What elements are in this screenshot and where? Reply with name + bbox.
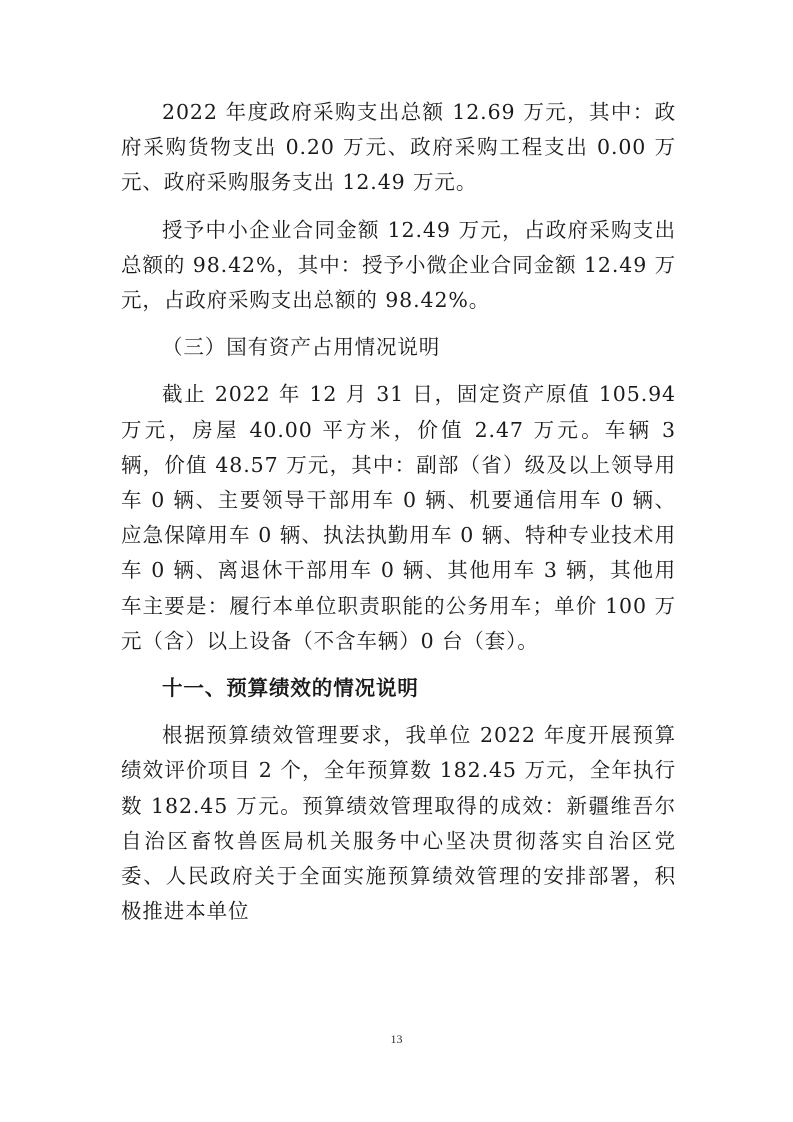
section-heading-budget-performance: 十一、预算绩效的情况说明: [162, 676, 419, 701]
document-body: [121, 95, 676, 929]
page-number: 13: [390, 1032, 403, 1046]
paragraph-procurement-total: 2022 年度政府采购支出总额 12.69 万元，其中：政府采购货物支出 0.20 万元、政府采购工程支出 0.00 万元、政府采购服务支出 12.49 万元。: [121, 100, 676, 195]
section-heading-state-assets: （三）国有资产占用情况说明: [162, 335, 441, 360]
paragraph-budget-performance: 根据预算绩效管理要求，我单位 2022 年度开展预算绩效评价项目 2 个，全年预算数 182.45 万元，全年执行数 182.45 万元。预算绩效管理取得的成效：新疆维吾尔自治区畜牧兽医局机关服务中心坚决贯彻落实自治区党委、人民政府关于全面实施预算绩效管理的安排部署，积极推进本单位: [121, 723, 676, 924]
paragraph-state-assets: 截止 2022 年 12 月 31 日，固定资产原值 105.94 万元，房屋 40.00 平方米，价值 2.47 万元。车辆 3 辆，价值 48.57 万元，其中：副部（省）级及以上领导用车 0 辆、主要领导干部用车 0 辆、机要通信用车 0 辆、应急保障用车 0 辆、执法执勤用车 0 辆、特种专业技术用车 0 辆、离退休干部用车 0 辆、其他用车 3 辆，其他用车主要是：履行本单位职责职能的公务用车；单价 100 万元（含）以上设备（不含车辆）0 台（套）。: [121, 382, 676, 653]
paragraph-sme-contracts: 授予中小企业合同金额 12.49 万元，占政府采购支出总额的 98.42%，其中：授予小微企业合同金额 12.49 万元，占政府采购支出总额的 98.42%。: [121, 217, 676, 313]
